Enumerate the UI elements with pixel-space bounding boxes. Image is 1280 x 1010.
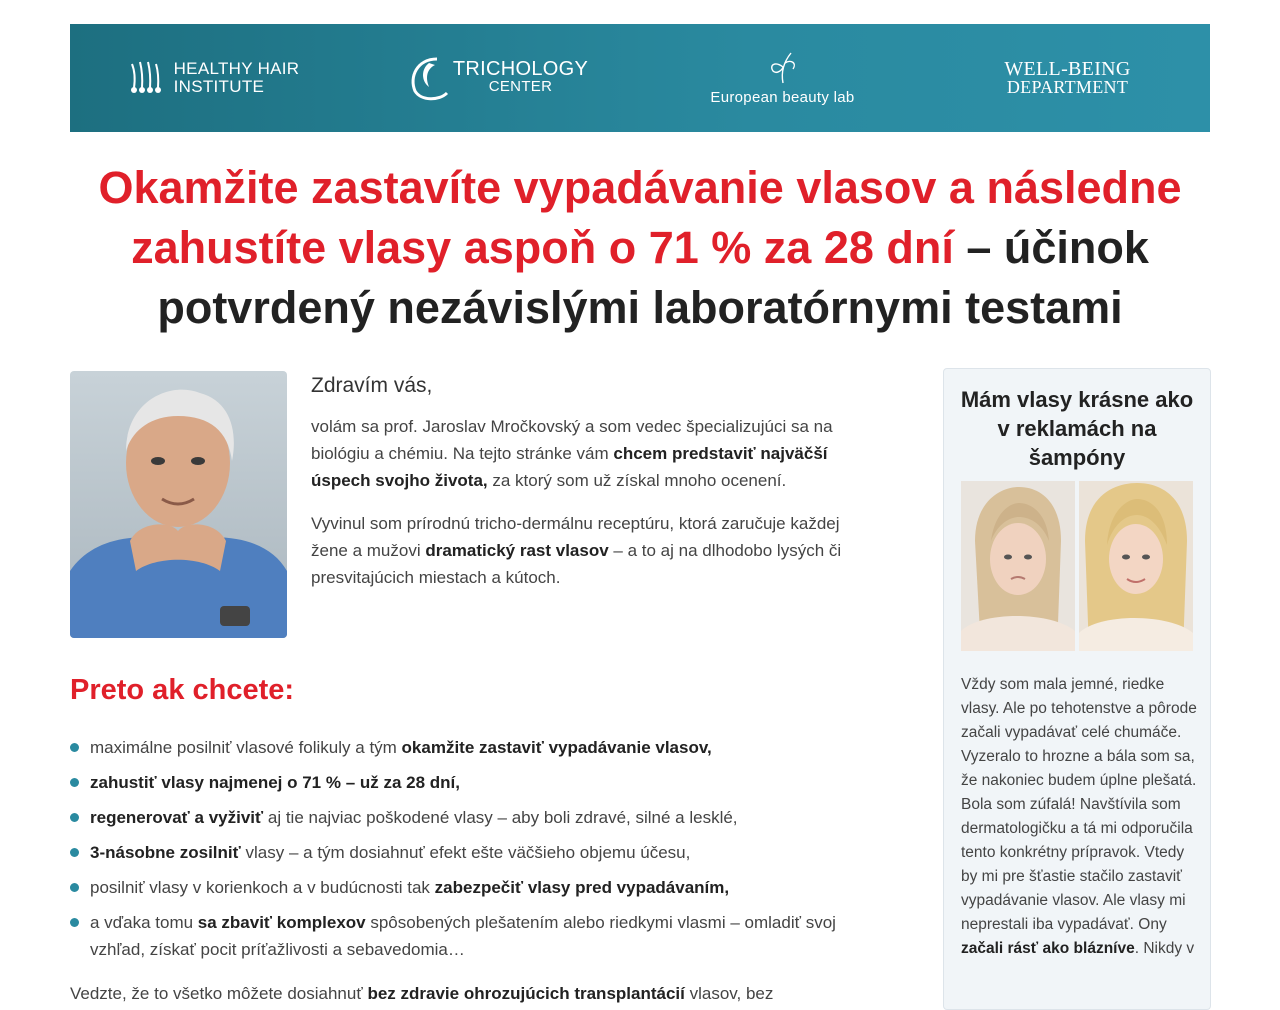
- testimonial-text: [961, 673, 1197, 961]
- logo-text: European beauty lab: [710, 89, 855, 106]
- text-segment: – a to aj na dlhodobo lysých či presvitajúcich miestach a kútoch.: [311, 541, 842, 587]
- logo-european-beauty-lab: [640, 49, 925, 107]
- list-item: [70, 909, 880, 963]
- text-segment: vlasov, bez: [684, 984, 774, 1003]
- text-bold: sa zbaviť komplexov: [197, 913, 366, 932]
- logo-line-1: HEALTHY HAIR: [173, 59, 300, 78]
- text-segment: Vždy som mala jemné, riedke vlasy. Ale po tehotenstve a pôrode začali vypadávať celé chumáče. Vyzeralo to hrozne a bála som sa, že nakoniec budem úplne plešatá. Bola som zúfalá! Navštívila som dermatologičku a tá mi odporučila tento konkrétny prípravok. Vtedy by mi pre šťastie stačilo zastaviť vypadávanie vlasov. Ale vlasy mi neprestali iba vypadávať. Ony: [961, 676, 1197, 933]
- text-segment: Vyvinul som prírodnú tricho-dermálnu receptúru, ktorá zaručuje každej žene a mužovi: [311, 514, 840, 560]
- page-headline: [70, 158, 1210, 338]
- text-segment: za ktorý som už získal mnoho ocenení.: [487, 471, 787, 490]
- text-segment: . Nikdy v: [1134, 940, 1195, 957]
- testimonial-sidebar: [943, 368, 1211, 1010]
- text-bold: okamžite zastaviť vypadávanie vlasov,: [401, 738, 712, 757]
- preto-heading: Preto ak chcete:: [70, 674, 295, 706]
- text-bold: zabezpečiť vlasy pred vypadávaním,: [434, 878, 730, 897]
- logo-line-1: TRICHOLOGY: [452, 58, 589, 80]
- text-bold: zahustiť vlasy najmenej o 71 % – už za 28 dní,: [90, 773, 460, 792]
- text-segment: Vedzte, že to všetko môžete dosiahnuť: [70, 984, 368, 1003]
- text-bold: bez zdravie ohrozujúcich transplantácií: [367, 984, 685, 1003]
- text-bold: regenerovať a vyživiť: [90, 808, 264, 827]
- text-segment: aj tie najviac poškodené vlasy – aby boli zdravé, silné a lesklé,: [263, 808, 738, 827]
- logo-line-2: INSTITUTE: [173, 77, 265, 96]
- list-item: [70, 804, 880, 831]
- text-segment: spôsobených plešatením alebo riedkymi vlasmi – omladiť svoj vzhľad, získať pocit príťažlivosti a sebavedomia…: [90, 913, 836, 959]
- logo-well-being-department: [925, 60, 1210, 96]
- logo-healthy-hair-institute: [70, 58, 355, 98]
- after-photo: [1079, 481, 1193, 651]
- logo-line-2: DEPARTMENT: [1006, 77, 1129, 97]
- list-item: [70, 874, 880, 901]
- partner-logos-banner: [70, 24, 1210, 132]
- headline-rest: – účinok potvrdený nezávislými laboratórnymi testami: [157, 222, 1149, 333]
- headline-highlight: Okamžite zastavíte vypadávanie vlasov a následne zahustíte vlasy aspoň o 71 % za 28 dní: [98, 162, 1182, 273]
- text-segment: maximálne posilniť vlasové folikuly a tým: [90, 738, 402, 757]
- swirl-leaf-icon: [407, 53, 451, 103]
- bottom-paragraph: [70, 980, 890, 1007]
- text-segment: a vďaka tomu: [90, 913, 198, 932]
- intro-text: [311, 372, 851, 607]
- intro-paragraph-2: [311, 510, 851, 591]
- greeting: Zdravím vás,: [311, 374, 433, 397]
- text-bold: 3-násobne zosilniť: [90, 843, 241, 862]
- intro-paragraph-1: [311, 413, 851, 494]
- before-after-photos: [961, 481, 1193, 651]
- text-bold: dramatický rast vlasov: [425, 541, 609, 560]
- list-item: [70, 734, 880, 761]
- hair-follicles-icon: [126, 58, 166, 98]
- text-segment: volám sa prof. Jaroslav Mročkovský a som vedec špecializujúci sa na biológiu a chémiu. Na tejto stránke vám: [311, 417, 833, 463]
- text-segment: vlasy – a tým dosiahnuť efekt ešte väčšieho objemu účesu,: [240, 843, 691, 862]
- sidebar-title: Mám vlasy krásne ako v reklamách na šampóny: [960, 387, 1194, 470]
- professor-portrait: [70, 371, 287, 638]
- list-item: [70, 769, 880, 796]
- before-photo: [961, 481, 1075, 651]
- list-item: [70, 839, 880, 866]
- logo-line-1: WELL-BEING: [1004, 58, 1131, 80]
- text-bold: chcem predstaviť najväčší úspech svojho života,: [311, 444, 828, 490]
- text-bold: začali rásť ako blázníve: [961, 940, 1135, 957]
- logo-line-2: CENTER: [488, 78, 553, 95]
- logo-trichology-center: [355, 53, 640, 103]
- text-segment: posilniť vlasy v korienkoch a v budúcnosti tak: [90, 878, 435, 897]
- benefit-list: [70, 734, 880, 971]
- orchid-icon: [763, 49, 803, 85]
